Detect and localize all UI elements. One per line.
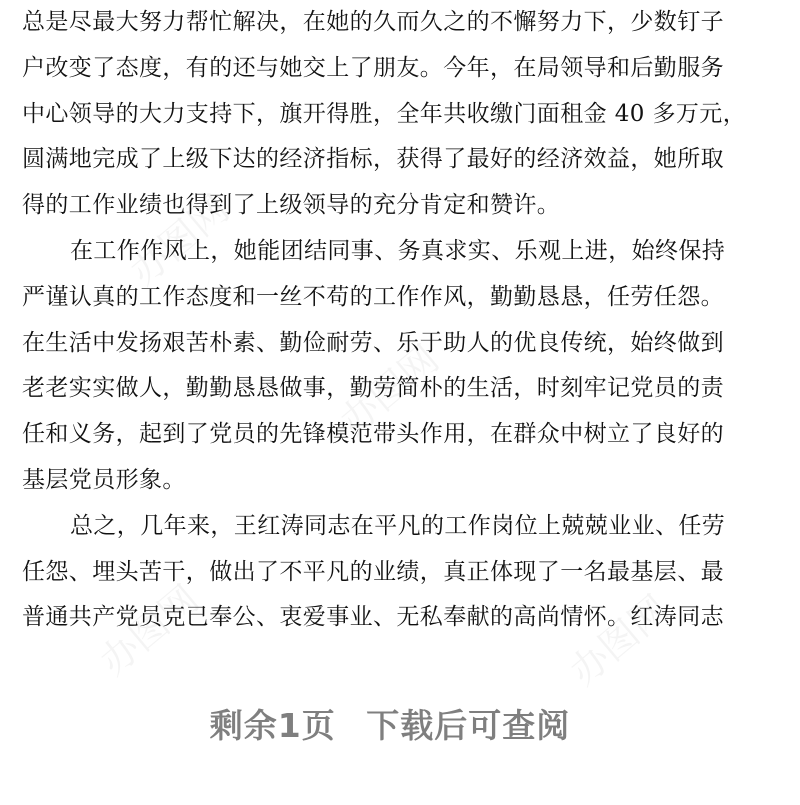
text-line: 总是尽最大努力帮忙解决，在她的久而久之的不懈努力下，少数钉子	[22, 9, 724, 35]
paragraph-start-line: 总之，几年来，王红涛同志在平凡的工作岗位上兢兢业业、任劳	[70, 512, 726, 539]
document-body	[22, 0, 782, 641]
watermark: 办图网	[331, 336, 448, 444]
download-hint-label: 下载后可查阅	[366, 706, 571, 745]
text-line: 圆满地完成了上级下达的经济指标，获得了最好的经济效益，她所取	[22, 146, 724, 173]
paragraph-start-line: 在工作作风上，她能团结同事、务真求实、乐观上进，始终保持	[70, 237, 726, 264]
text-line: 中心领导的大力支持下，旗开得胜，全年共收缴门面租金 40 多万元，	[22, 100, 747, 127]
watermark: 办图网	[91, 576, 208, 684]
remaining-pages-notice	[0, 700, 780, 747]
text-line: 任怨、埋头苦干，做出了不平凡的业绩，真正体现了一名最基层、最	[22, 558, 724, 585]
text-line: 普通共产党员克已奉公、衷爱事业、无私奉献的高尚情怀。红涛同志	[22, 604, 724, 631]
text-line: 在生活中发扬艰苦朴素、勤俭耐劳、乐于助人的优良传统，始终做到	[22, 329, 724, 356]
text-line: 基层党员形象。	[22, 466, 186, 493]
remaining-pages-label: 剩余1页	[209, 706, 336, 745]
watermark: 办图网	[561, 586, 678, 694]
text-line: 户改变了态度，有的还与她交上了朋友。今年，在局领导和后勤服务	[22, 54, 724, 81]
text-line: 任和义务，起到了党员的先锋模范带头作用，在群众中树立了良好的	[22, 421, 724, 448]
text-line: 老老实实做人，勤勤恳恳做事，勤劳简朴的生活，时刻牢记党员的责	[22, 375, 724, 402]
text-line: 严谨认真的工作态度和一丝不苟的工作作风，勤勤恳恳，任劳任怨。	[22, 283, 724, 310]
text-line: 得的工作业绩也得到了上级领导的充分肯定和赞许。	[22, 192, 561, 219]
watermark: 办图网	[121, 186, 238, 294]
